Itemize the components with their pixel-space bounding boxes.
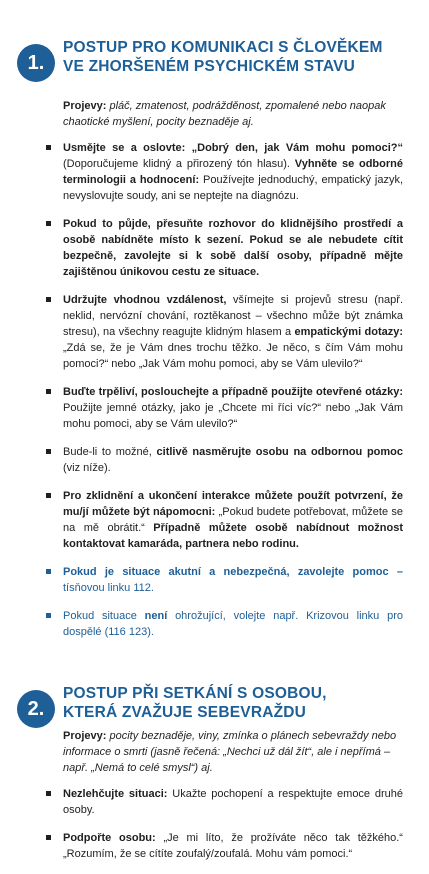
list-item <box>63 786 403 818</box>
bullet-icon <box>46 493 51 498</box>
list-item <box>63 292 403 372</box>
list-item <box>63 384 403 432</box>
bold-text: empatickými dotazy: <box>294 326 403 338</box>
list-item <box>63 140 403 204</box>
bold-text: Pokud to půjde, přesuňte rozhovor do klidnějšího prostředí a osobě nabídněte místo k sezení. Pokud se ale nebudete cítit bezpečně, zavolejte si k sobě další osoby, případně mějte zajištěnou únikovou cestu ze situace. <box>63 218 403 278</box>
bullet-icon <box>46 835 51 840</box>
bullet-icon <box>46 145 51 150</box>
instruction-list <box>0 140 429 552</box>
body-text: Bude-li to možné, <box>63 446 157 458</box>
bold-text: Podpořte osobu: <box>63 832 156 844</box>
list-item <box>63 564 403 596</box>
symptoms-text: pláč, zmatenost, podrážděnost, zpomalené nebo naopak chaotické myšlení, pocity beznaděje aj. <box>63 100 386 128</box>
section-2 <box>0 684 429 874</box>
body-text: Ukažte pochopení a respektujte emoce druhé osoby. <box>63 788 403 816</box>
symptoms-label: Projevy: <box>63 730 107 742</box>
section-title-line: POSTUP PRO KOMUNIKACI S ČLOVĚKEM <box>63 39 383 56</box>
list-item <box>63 830 403 862</box>
list-item <box>63 444 403 476</box>
body-text: „Zdá se, že je Vám dnes trochu těžko. Je něco, s čím Vám mohu pomoci?“ nebo „Jak Vám mohu pomoci, aby se Vám ulevilo?“ <box>63 342 403 370</box>
section-title-line: VE ZHORŠENÉM PSYCHICKÉM STAVU <box>63 58 356 75</box>
body-text: tísňovou linku 112. <box>63 582 154 594</box>
section-title-line: POSTUP PŘI SETKÁNÍ S OSOBOU, <box>63 685 327 702</box>
section-number-badge: 2. <box>17 690 55 728</box>
list-item <box>63 488 403 552</box>
bold-text: Pokud je situace akutní a nebezpečná, zavolejte pomoc – <box>63 566 403 578</box>
bullet-icon <box>46 449 51 454</box>
section-title <box>63 684 403 722</box>
bullet-icon <box>46 297 51 302</box>
bold-text: Nezlehčujte situaci: <box>63 788 168 800</box>
bullet-icon <box>46 613 51 618</box>
body-text: Pokud situace <box>63 610 145 622</box>
body-text: (Doporučujeme klidný a přirozený tón hlasu). <box>63 158 295 170</box>
body-text: (viz níže). <box>63 462 111 474</box>
bold-text: Případně můžete osobě nabídnout možnost kontaktovat kamaráda, partnera nebo rodinu. <box>63 522 403 550</box>
list-item <box>63 216 403 280</box>
bullet-icon <box>46 569 51 574</box>
symptoms-label: Projevy: <box>63 100 107 112</box>
instruction-list <box>0 786 429 862</box>
body-text: „Pokud budete potřebovat, můžete se na mě obrátit.“ <box>63 506 403 534</box>
symptoms-paragraph <box>63 98 403 130</box>
bold-text: Pro zklidnění a ukončení interakce můžete použít potvrzení, že mu/jí můžete být nápomocni: <box>63 490 403 518</box>
bold-text: Udržujte vhodnou vzdálenost, <box>63 294 227 306</box>
bold-text: Usmějte se a oslovte: „Dobrý den, jak Vám mohu pomoci?“ <box>63 142 403 154</box>
bullet-icon <box>46 791 51 796</box>
body-text: Používejte jednoduchý, empatický jazyk, nevyslovujte soudy, ani se neptejte na diagnózu. <box>63 174 404 202</box>
body-text: „Je mi líto, že prožíváte něco tak těžkého.“ „Rozumím, že se cítíte zoufalý/zoufalá. Mohu vám pomoci.“ <box>63 832 403 860</box>
bold-text: Vyhněte se odborné terminologii a hodnocení: <box>63 158 403 186</box>
bullet-icon <box>46 221 51 226</box>
section-title <box>63 38 403 76</box>
body-text: všímejte si projevů stresu (např. neklid, nervózní chování, roztěkanost – všechno může být známka stresu), na všechny reagujte klidným hlasem a <box>63 294 403 338</box>
section-1-header <box>0 38 429 98</box>
body-text: ohrožující, volejte např. Krizovou linku pro dospělé (116 123). <box>63 610 403 638</box>
bullet-icon <box>46 389 51 394</box>
section-1 <box>0 38 429 652</box>
section-number-badge: 1. <box>17 44 55 82</box>
section-2-header <box>0 684 429 744</box>
bold-text: Buďte trpěliví, poslouchejte a případně použijte otevřené otázky: <box>63 386 403 398</box>
list-item <box>63 608 403 640</box>
section-title-line: KTERÁ ZVAŽUJE SEBEVRAŽDU <box>63 704 307 721</box>
body-text: Použijte jemné otázky, jako je „Chcete mi říci víc?“ nebo „Jak Vám mohu pomoci, aby se Vám ulevilo?“ <box>63 402 403 430</box>
bold-text: není <box>144 610 168 622</box>
emergency-list <box>0 564 429 640</box>
bold-text: citlivě nasměrujte osobu na odbornou pomoc <box>156 446 404 458</box>
symptoms-text: pocity beznaděje, viny, zmínka o plánech sebevraždy nebo informace o smrti (jasně řečená: „Nechci už dál žít“, ale i nepřímá – např. „Nemá to celé smysl“) aj. <box>63 730 397 774</box>
